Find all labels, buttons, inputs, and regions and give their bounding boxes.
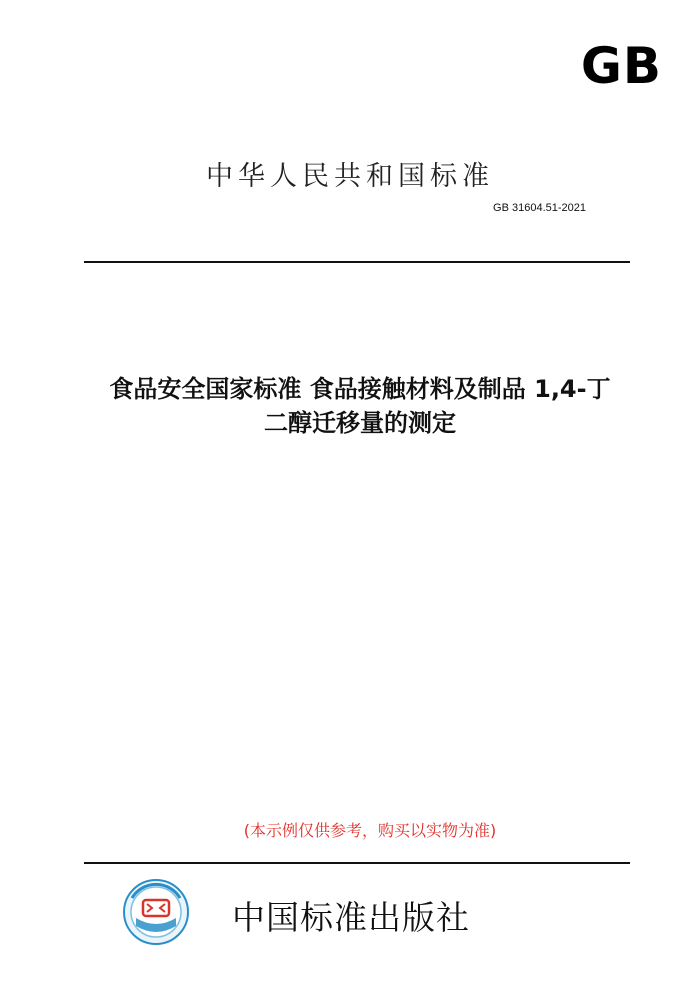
sample-disclaimer: (本示例仅供参考，购买以实物为准) — [243, 821, 497, 840]
document-title-line-2: 二醇迁移量的测定 — [264, 409, 456, 437]
gb-logo: GB — [580, 37, 662, 95]
document-title-line-1: 食品安全国家标准 食品接触材料及制品 1,4-丁 — [109, 375, 611, 403]
publisher-name: 中国标准出版社 — [232, 898, 470, 937]
bottom-divider — [84, 862, 630, 864]
document-title — [50, 372, 670, 440]
publisher-seal-icon — [122, 878, 190, 946]
standard-code: GB 31604.51-2021 — [493, 202, 586, 214]
top-divider — [84, 261, 630, 263]
standard-type-heading: 中华人民共和国标准 — [206, 161, 494, 192]
